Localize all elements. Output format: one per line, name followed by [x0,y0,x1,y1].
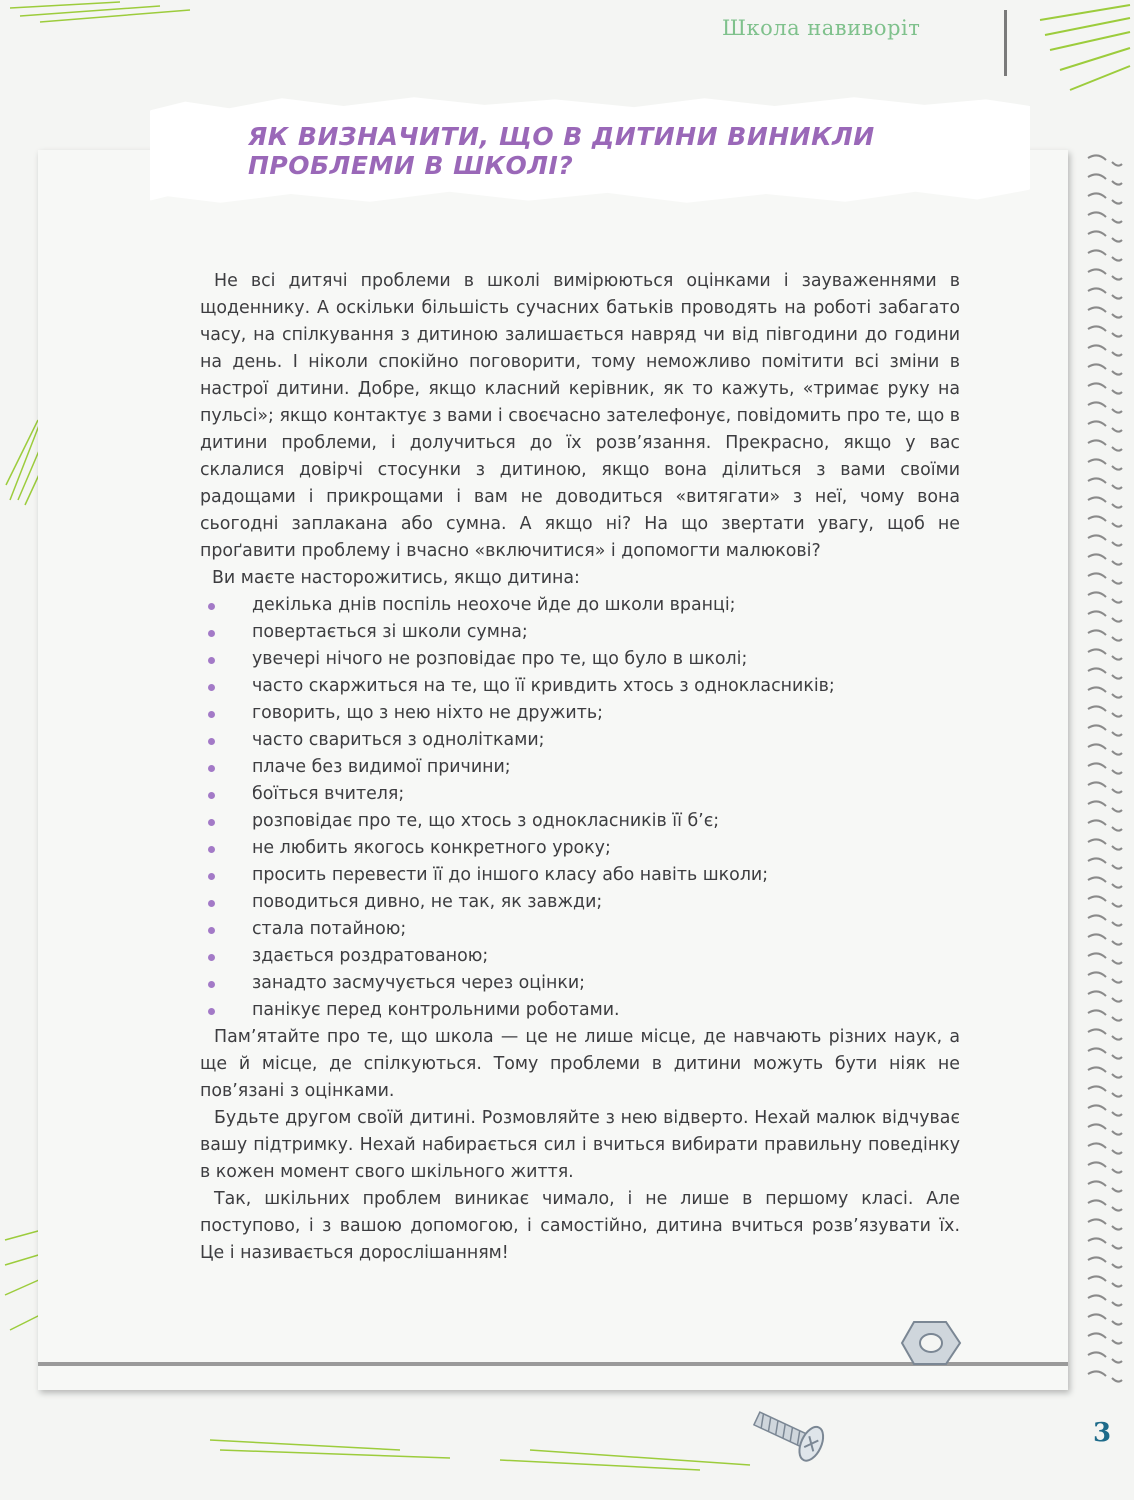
spiral-ring [1088,592,1122,602]
list-item [200,781,960,808]
spiral-ring [1088,269,1122,279]
spiral-ring [1088,1371,1122,1381]
list-item-text: просить перевести її до іншого класу або навіть школи; [252,865,769,885]
bullet-icon [208,684,215,691]
spiral-ring [1088,288,1122,298]
spiral-ring [1088,972,1122,982]
list-item-text: часто скаржиться на те, що її кривдить хтось з однокласників; [252,676,835,696]
spiral-ring [1088,440,1122,450]
spiral-binding [1084,150,1124,1390]
warning-signs-list [200,592,960,1024]
bullet-icon [208,630,215,637]
header-divider [1004,10,1007,76]
list-item [200,754,960,781]
spiral-ring [1088,364,1122,374]
spiral-ring [1088,554,1122,564]
spiral-ring [1088,1181,1122,1191]
list-item-text: говорить, що з нею ніхто не дружить; [252,703,603,723]
spiral-ring [1088,782,1122,792]
scribble-top-left-decoration [0,0,200,40]
page-number: 3 [1093,1418,1112,1448]
spiral-ring [1088,573,1122,583]
spiral-ring [1088,459,1122,469]
list-item-text: декілька днів поспіль неохоче йде до школи вранці; [252,595,736,615]
list-item-text: панікує перед контрольними роботами. [252,1000,620,1020]
bullet-icon [208,873,215,880]
bullet-icon [208,819,215,826]
spiral-ring [1088,250,1122,260]
spiral-ring [1088,953,1122,963]
spiral-ring [1088,1105,1122,1115]
spiral-ring [1088,1124,1122,1134]
bullet-icon [208,900,215,907]
spiral-ring [1088,1067,1122,1077]
list-item [200,646,960,673]
spiral-ring [1088,174,1122,184]
list-item [200,997,960,1024]
spiral-ring [1088,193,1122,203]
spiral-ring [1088,1276,1122,1286]
bullet-icon [208,954,215,961]
list-item [200,835,960,862]
list-item [200,592,960,619]
spiral-ring [1088,212,1122,222]
list-item [200,889,960,916]
spiral-ring [1088,1314,1122,1324]
spiral-ring [1088,858,1122,868]
screw-illustration [745,1395,835,1475]
list-item-text: повертається зі школи сумна; [252,622,528,642]
page-title: ЯК ВИЗНАЧИТИ, ЩО В ДИТИНИ ВИНИКЛИ ПРОБЛЕМИ В ШКОЛІ? [248,122,875,180]
spiral-ring [1088,516,1122,526]
spiral-ring [1088,649,1122,659]
spiral-ring [1088,801,1122,811]
bullet-icon [208,765,215,772]
list-item-text: здається роздратованою; [252,946,489,966]
bullet-icon [208,927,215,934]
bullet-icon [208,657,215,664]
list-item [200,970,960,997]
spiral-ring [1088,1352,1122,1362]
book-title-header: Школа навиворіт [722,16,921,40]
spiral-ring [1088,1257,1122,1267]
spiral-ring [1088,383,1122,393]
spiral-ring [1088,1143,1122,1153]
spiral-ring [1088,1295,1122,1305]
article-body [200,268,960,1267]
spiral-ring [1088,1219,1122,1229]
spiral-ring [1088,839,1122,849]
paragraph: Пам’ятайте про те, що школа — це не лише місце, де навчають різних наук, а ще й місце, де спілкуються. Тому проблеми в дитини можуть бути ніяк не пов’язані з оцінками. [200,1027,960,1101]
scribble-top-right-decoration [1030,0,1134,110]
spiral-ring [1088,307,1122,317]
spiral-ring [1088,706,1122,716]
bullet-icon [208,846,215,853]
bullet-icon [208,603,215,610]
list-item-text: поводиться дивно, не так, як завжди; [252,892,603,912]
spiral-ring [1088,763,1122,773]
spiral-ring [1088,326,1122,336]
spiral-ring [1088,535,1122,545]
bullet-icon [208,738,215,745]
spiral-ring [1088,877,1122,887]
spiral-ring [1088,744,1122,754]
spiral-ring [1088,915,1122,925]
list-item-text: плаче без видимої причини; [252,757,511,777]
spiral-ring [1088,611,1122,621]
spiral-ring [1088,421,1122,431]
list-item-text: не любить якогось конкретного уроку; [252,838,611,858]
spiral-ring [1088,231,1122,241]
nut-illustration [900,1318,962,1368]
spiral-ring [1088,725,1122,735]
spiral-ring [1088,1010,1122,1020]
spiral-ring [1088,630,1122,640]
list-item [200,700,960,727]
bullet-icon [208,981,215,988]
spiral-ring [1088,1086,1122,1096]
spiral-ring [1088,497,1122,507]
paragraph: Не всі дитячі проблеми в школі вимірюються оцінками і зауваженнями в щоденнику. А оскільки більшість сучасних батьків проводять на роботі забагато часу, на спілкування з дитиною залишається навряд чи від півгодини до години на день. І ніколи спокійно поговорити, тому неможливо помітити всі зміни в настрої дитини. Добре, якщо класний керівник, як то кажуть, «тримає руку на пульсі»; якщо контактує з вами і своєчасно зателефонує, повідомить про те, що в дитини проблеми, і долучиться до їх розв’язання. Прекрасно, якщо у вас склалися довірчі стосунки з дитиною, якщо вона ділиться з вами своїми радощами і прикрощами і вам не доводиться «витягати» з неї, чому вона сьогодні заплакана або сумна. А якщо ні? На що звертати увагу, щоб не проґавити проблему і вчасно «включитися» і допомогти малюкові? [200,271,960,561]
list-item [200,808,960,835]
list-item [200,916,960,943]
spiral-ring [1088,345,1122,355]
bullet-icon [208,1008,215,1015]
spiral-ring [1088,478,1122,488]
paragraph: Так, шкільних проблем виникає чимало, і не лише в першому класі. Але поступово, і з вашою допомогою, і самостійно, дитина вчиться розв’язувати їх. Це і називається дорослішанням! [200,1189,960,1263]
paragraph: Будьте другом своїй дитині. Розмовляйте з нею відверто. Нехай малюк відчуває вашу підтримку. Нехай набирається сил і вчиться вибирати правильну поведінку в кожен момент свого шкільного життя. [200,1108,960,1182]
spiral-ring [1088,1048,1122,1058]
bullet-icon [208,711,215,718]
spiral-ring [1088,820,1122,830]
spiral-ring [1088,1200,1122,1210]
list-item-text: занадто засмучується через оцінки; [252,973,586,993]
list-item [200,673,960,700]
list-intro: Ви маєте насторожитись, якщо дитина: [212,568,580,588]
spiral-ring [1088,687,1122,697]
spiral-ring [1088,668,1122,678]
spiral-ring [1088,991,1122,1001]
spiral-ring [1088,1162,1122,1172]
spiral-ring [1088,896,1122,906]
spiral-ring [1088,1029,1122,1039]
list-item [200,727,960,754]
spiral-ring [1088,934,1122,944]
list-item [200,619,960,646]
list-item [200,943,960,970]
scribble-bottom-decoration [200,1420,760,1480]
list-item-text: увечері нічого не розповідає про те, що було в школі; [252,649,748,669]
list-item-text: розповідає про те, що хтось з однокласників її б’є; [252,811,720,831]
spiral-ring [1088,1238,1122,1248]
list-item-text: часто свариться з однолітками; [252,730,545,750]
list-item-text: боїться вчителя; [252,784,405,804]
list-item [200,862,960,889]
spiral-ring [1088,402,1122,412]
spiral-ring [1088,1333,1122,1343]
spiral-ring [1088,155,1122,165]
bullet-icon [208,792,215,799]
list-item-text: стала потайною; [252,919,407,939]
